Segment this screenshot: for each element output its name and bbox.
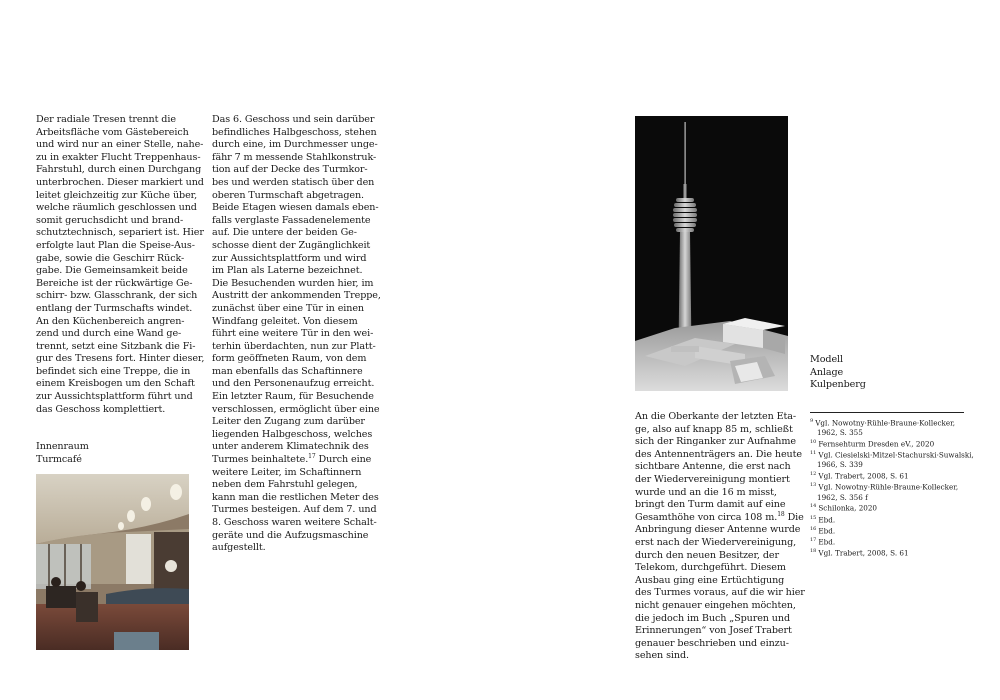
text-line: bringt den Turm damit auf eine (635, 499, 786, 511)
tower-model-photo (635, 116, 788, 391)
text-line: Windfang geleitet. Von diesem (212, 315, 358, 327)
footnote (810, 502, 964, 513)
text-line: Erinnerungen“ von Josef Trabert (635, 625, 792, 637)
text-line: somit geruchsdicht und brand- (36, 214, 184, 226)
footnote-number: 16 (810, 525, 817, 532)
text-line: bes und werden statisch über den (212, 176, 375, 188)
text-line: kann man die restlichen Meter des (212, 491, 379, 503)
footnote (810, 449, 974, 460)
text-line (635, 510, 804, 525)
text-line: führt eine weitere Tür in den wei- (212, 328, 374, 340)
footnote-ref: 18 (777, 510, 785, 518)
footnote-number: 9 (810, 418, 814, 424)
text-line: Leiter den Zugang zum darüber (212, 416, 365, 428)
footnote-text: Vgl. Ciesielski·Mitzel·Stachurski·Suwalski, (818, 450, 974, 460)
text-line: Ausbau ging eine Ertüchtigung (635, 574, 785, 586)
text-line: genauer beschrieben und einzu- (635, 637, 789, 649)
text-line: und wird nur an einer Stelle, nahe- (36, 139, 204, 151)
footnote-text: 1962, S. 355 (817, 428, 863, 438)
text-line: des Turmes voraus, auf die wir hier (635, 587, 805, 599)
text-line: unter anderem Klimatechnik des (212, 441, 369, 453)
text-line: 8. Geschoss waren weitere Schalt- (212, 517, 377, 528)
caption-line: Innenraum (36, 441, 89, 452)
text-line: unterbrochen. Dieser markiert und (36, 176, 204, 188)
footnote-text: Vgl. Trabert, 2008, S. 61 (818, 471, 909, 481)
text-column-left (36, 114, 205, 416)
footnote-text: Vgl. Nowotny·Rühle·Braune·Kollecker, (815, 418, 956, 428)
text-line: gabe. Die Gemeinsamkeit beide (36, 265, 188, 277)
text-line: schutztechnisch, separiert ist. Hier (36, 227, 204, 239)
text-line: sich der Ringanker zur Aufnahme (635, 436, 796, 448)
caption-line: Modell (810, 354, 843, 365)
text-line: erst nach der Wiedervereinigung, (635, 536, 797, 548)
footnote (810, 470, 964, 481)
text-line: einem Kreisbogen um den Schaft (36, 378, 195, 390)
footnote-number: 18 (810, 548, 817, 555)
footnote (810, 525, 964, 536)
text-line: Fahrstuhl, durch einen Durchgang (36, 164, 202, 176)
text-line: Ein letzter Raum, für Besuchende (212, 391, 374, 403)
footnote-number: 10 (810, 438, 817, 445)
footnote-number: 15 (810, 514, 817, 521)
text-line: Anbringung dieser Antenne wurde (635, 524, 801, 536)
footnote-number: 14 (810, 503, 817, 510)
caption-modell (810, 354, 866, 392)
footnote-text: 1962, S. 356 f (817, 492, 868, 502)
text-line: Turmes besteigen. Auf dem 7. und (212, 504, 377, 516)
footnote-text: Fernsehturm Dresden eV., 2020 (818, 439, 935, 449)
footnote (810, 481, 964, 492)
text-line: zend und durch eine Wand ge- (36, 328, 182, 340)
text-line: Bereiche ist der rückwärtige Ge- (36, 277, 193, 289)
footnote-text: Ebd. (818, 526, 836, 536)
text-line: aufgestellt. (212, 542, 266, 554)
caption-innenraum (36, 441, 89, 466)
text-line: liegenden Halbgeschoss, welches (212, 428, 373, 440)
text-line: welche räumlich geschlossen und (36, 202, 197, 214)
text-line: oberen Turmschaft abgetragen. (212, 189, 364, 201)
text-segment: Gesamthöhe von circa 108 m. (635, 511, 778, 523)
footnote-text: Vgl. Nowotny·Rühle·Braune·Kollecker, (818, 482, 959, 492)
text-line: trennt, setzt eine Sitzbank die Fi- (36, 340, 196, 352)
text-line: wurde und an die 16 m misst, (635, 486, 777, 498)
caption-line: Anlage (810, 366, 844, 378)
text-line: neben dem Fahrstuhl gelegen, (212, 479, 358, 491)
footnote-number: 11 (810, 450, 817, 457)
text-column-middle (212, 114, 382, 555)
text-line: befindliches Halbgeschoss, stehen (212, 126, 377, 138)
text-line: durch eine, im Durchmesser unge- (212, 139, 378, 151)
text-line (212, 454, 382, 467)
text-line: Arbeitsfläche vom Gästebereich (36, 126, 189, 138)
text-segment: Die (784, 511, 804, 523)
text-line: Der radiale Tresen trennt die (36, 114, 176, 125)
footnote-text: 1966, S. 339 (817, 460, 863, 470)
text-line: Beide Etagen wiesen damals eben- (212, 202, 379, 214)
text-line: form geöffneten Raum, von dem (212, 353, 367, 365)
footnote (810, 493, 964, 503)
text-line: verschlossen, ermöglicht über eine (212, 403, 380, 415)
footnote (810, 417, 964, 428)
footnote-text: Schilonka, 2020 (818, 503, 878, 513)
footnote-text: Ebd. (818, 537, 836, 547)
footnote (810, 536, 964, 547)
footnote (810, 460, 964, 470)
text-line: terhin überdachten, nun zur Platt- (212, 340, 376, 352)
footnote-number: 12 (810, 471, 817, 478)
text-line: Telekom, durchgeführt. Diesem (635, 562, 786, 574)
text-line: zur Aussichtsplattform führt und (36, 391, 193, 403)
text-segment: Durch eine (315, 454, 372, 466)
text-line: zunächst über eine Tür in einen (212, 302, 364, 314)
caption-line: Kulpenberg (810, 379, 866, 391)
text-line: nicht genauer eingehen möchten, (635, 599, 796, 611)
text-line: des Antennenträgers an. Die heute (635, 448, 802, 460)
text-line: erfolgte laut Plan die Speise-Aus- (36, 239, 195, 251)
footnotes (810, 412, 974, 558)
footnote-number: 13 (810, 482, 817, 489)
text-line: durch den neuen Besitzer, der (635, 549, 779, 561)
text-line: man ebenfalls das Schaftinnere (212, 365, 363, 377)
text-line: zur Aussichtsplattform und wird (212, 252, 367, 264)
text-line: zu in exakter Flucht Treppenhaus- (36, 151, 201, 163)
text-line: fähr 7 m messende Stahlkonstruk- (212, 151, 377, 163)
text-line: im Plan als Laterne bezeichnet. (212, 265, 363, 277)
caption-line: Turmcafé (36, 453, 82, 465)
text-line: falls verglaste Fassadenelemente (212, 214, 371, 226)
text-line: An die Oberkante der letzten Eta- (635, 411, 797, 422)
text-line: gabe, sowie die Geschirr Rück- (36, 252, 185, 264)
text-line: Das 6. Geschoss und sein darüber (212, 114, 375, 125)
text-line: das Geschoss komplettiert. (36, 403, 166, 415)
footnote (810, 547, 964, 558)
text-line: schosse dient der Zugänglichkeit (212, 239, 371, 251)
text-column-right (635, 411, 805, 663)
text-line: weitere Leiter, im Schaftinnern (212, 466, 362, 478)
text-line: leitet gleichzeitig zur Küche über, (36, 189, 198, 201)
text-line: An den Küchenbereich angren- (36, 315, 185, 327)
text-line: tion auf der Decke des Turmkor- (212, 164, 368, 176)
text-line: entlang der Turmschafts windet. (36, 302, 193, 314)
text-line: schirr- bzw. Glasschrank, der sich (36, 290, 198, 302)
footnote-text: Vgl. Trabert, 2008, S. 61 (818, 548, 909, 558)
footnote-number: 17 (810, 536, 817, 543)
footnote (810, 514, 964, 525)
text-line: gur des Tresens fort. Hinter dieser, (36, 353, 205, 365)
text-line: der Wiedervereinigung montiert (635, 473, 790, 485)
cafe-interior-photo (36, 474, 189, 650)
text-line: Austritt der ankommenden Treppe, (212, 290, 381, 302)
text-line: die jedoch im Buch „Spuren und (635, 612, 791, 624)
footnote-ref: 17 (308, 452, 316, 460)
footnote (810, 428, 964, 438)
text-line: auf. Die untere der beiden Ge- (212, 227, 357, 239)
text-segment: Turmes beinhaltete. (212, 454, 309, 466)
text-line: befindet sich eine Treppe, die in (36, 365, 191, 377)
text-line: ge, also auf knapp 85 m, schließt (635, 423, 793, 435)
footnote (810, 438, 964, 449)
text-line: und den Personenaufzug erreicht. (212, 378, 375, 390)
text-line: geräte und die Aufzugsmaschine (212, 529, 369, 541)
text-line: Die Besuchenden wurden hier, im (212, 277, 374, 289)
text-line: sichtbare Antenne, die erst nach (635, 461, 791, 473)
footnote-text: Ebd. (818, 514, 836, 524)
text-line: sehen sind. (635, 650, 689, 662)
